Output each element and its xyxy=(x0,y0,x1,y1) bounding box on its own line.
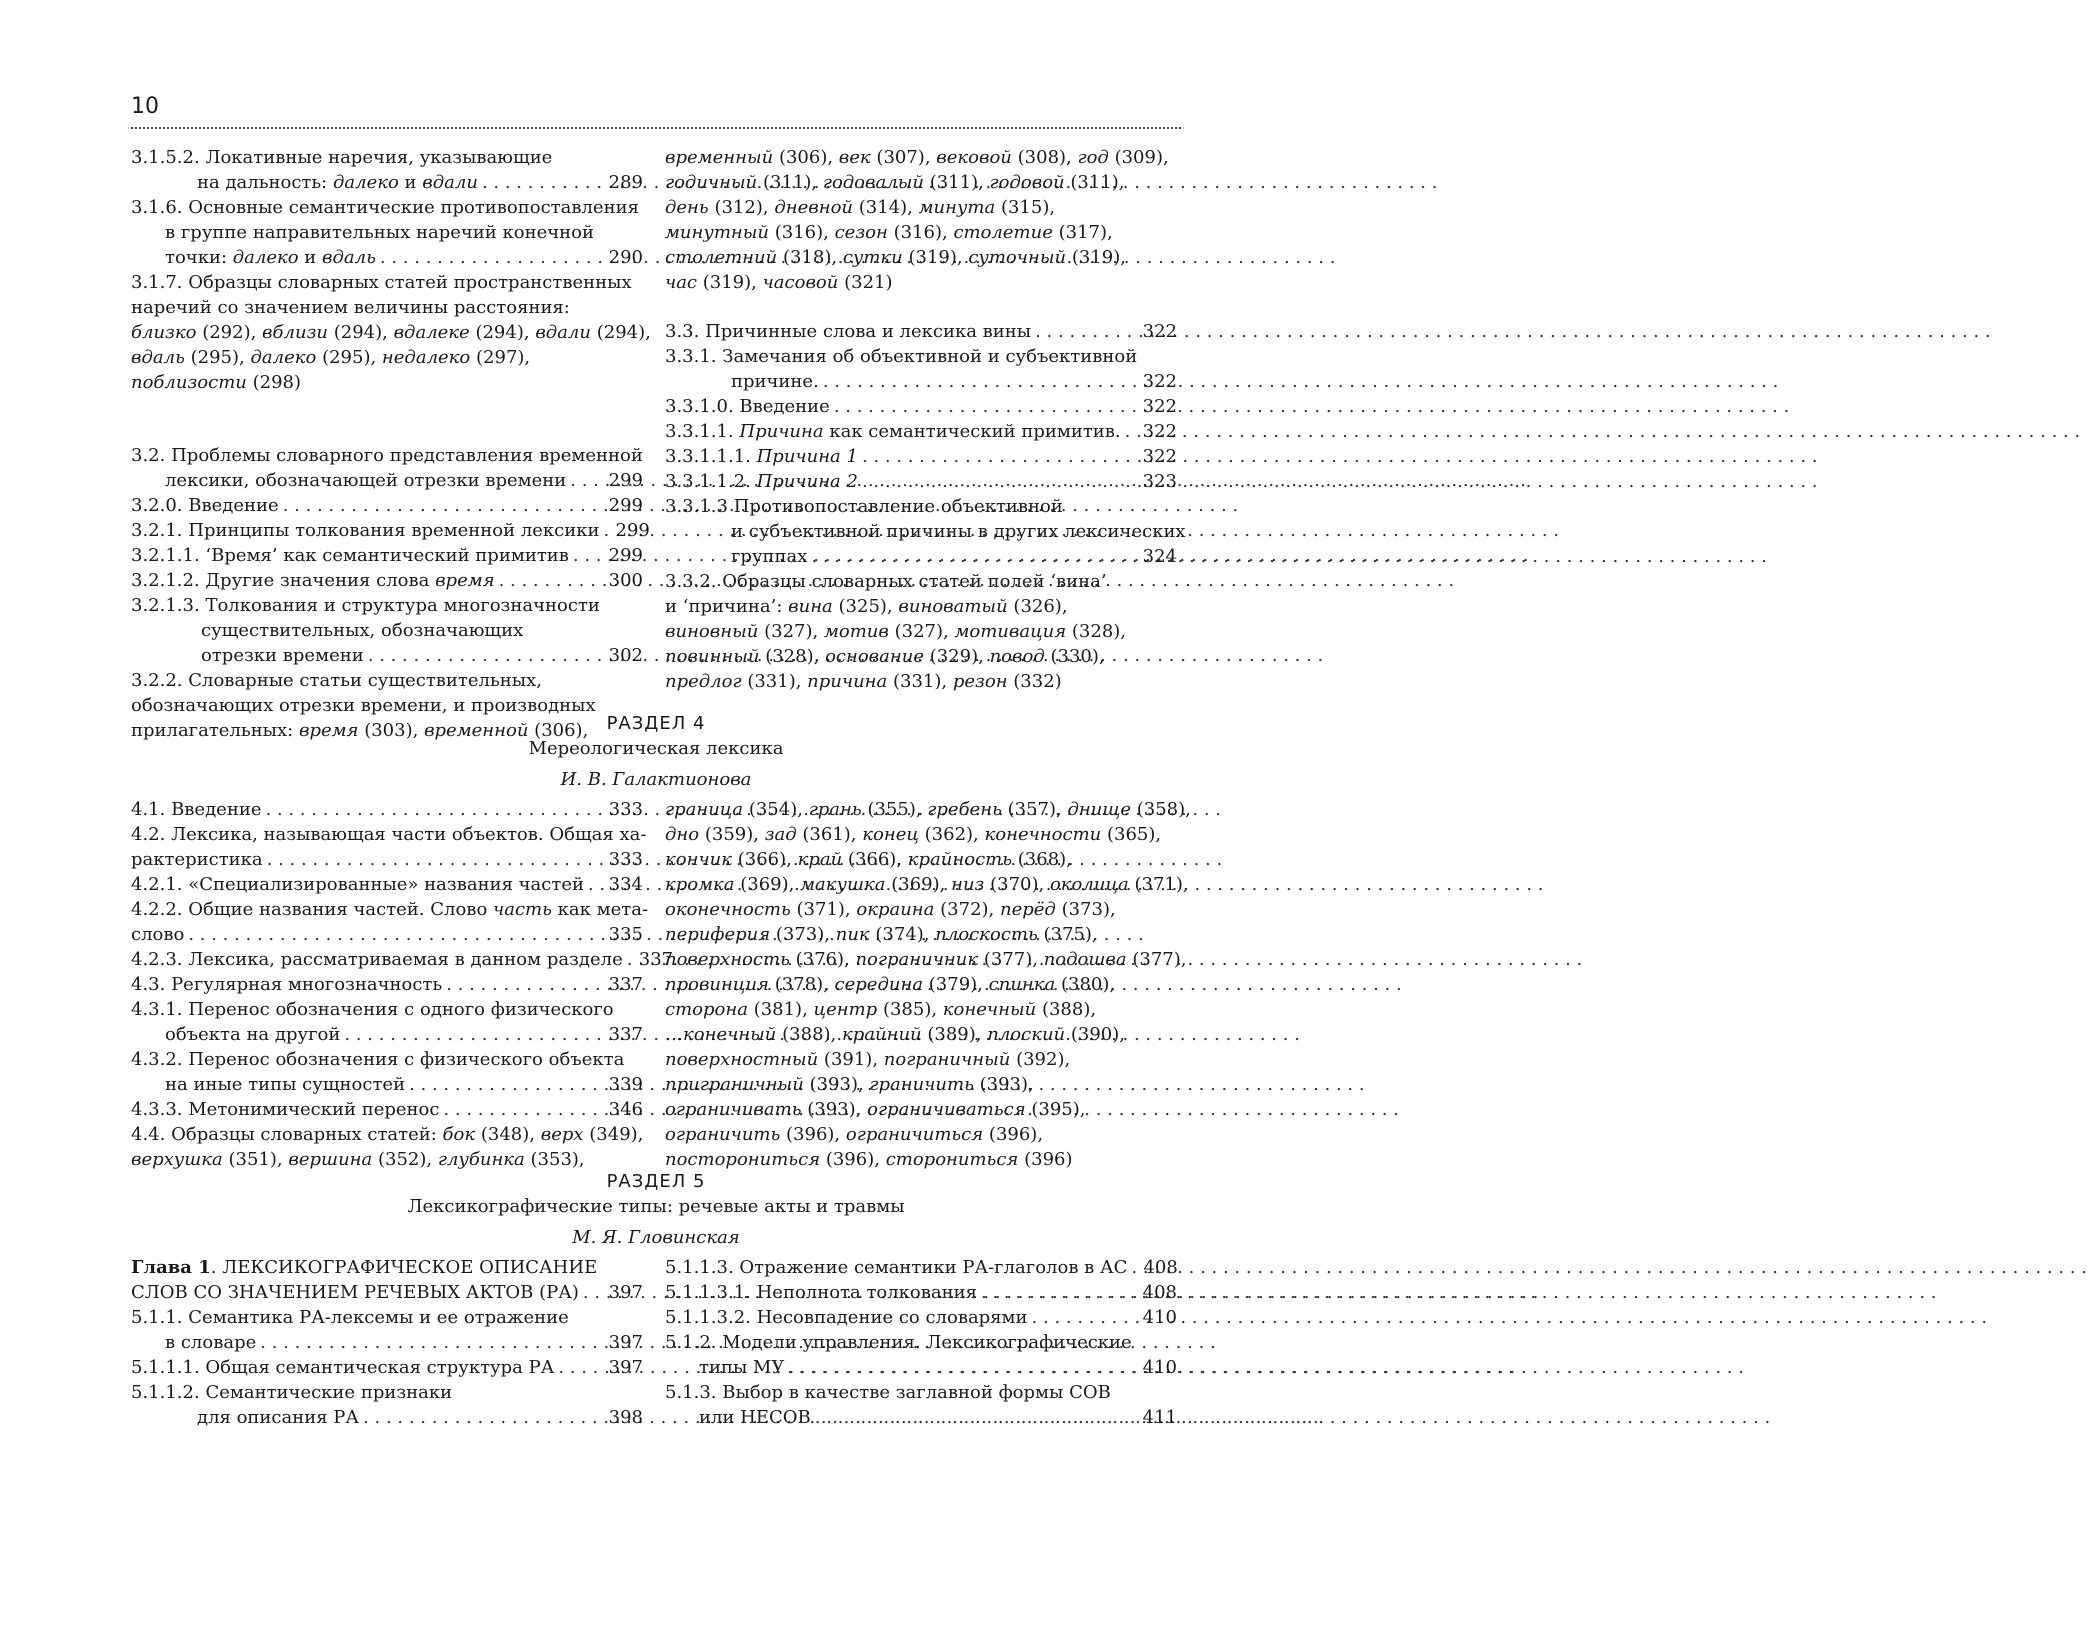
toc-line: дно (359), зад (361), конец (362), конечности (365), xyxy=(665,824,1162,845)
toc-line: 5.1.1. Семантика РА-лексемы и ее отражение xyxy=(131,1307,569,1328)
toc-line xyxy=(131,1405,643,1430)
toc-leader-dots xyxy=(495,568,609,593)
toc-line: 4.2. Лексика, называющая части объектов. Общая ха- xyxy=(131,824,647,845)
toc-line: столетний (318), сутки (319), суточный (319), xyxy=(665,247,1126,268)
toc-entry-title: причине. xyxy=(731,371,819,392)
toc-line: виновный (327), мотив (327), мотивация (328), xyxy=(665,621,1127,642)
toc-page-number: 337 xyxy=(608,974,643,995)
toc-line: обозначающих отрезки времени, и производных xyxy=(131,695,596,716)
toc-page-number: 410 xyxy=(1142,1357,1177,1378)
toc-entry-title: типы МУ xyxy=(699,1357,785,1378)
toc-page-number: 290 xyxy=(608,247,643,268)
toc-page-number: 398 xyxy=(608,1407,643,1428)
section4-right-column xyxy=(665,797,1191,1172)
toc-page-number: 397 xyxy=(608,1357,643,1378)
toc-entry-title: 4.3.3. Метонимический перенос xyxy=(131,1099,440,1120)
toc-line xyxy=(665,444,1177,469)
toc-line xyxy=(665,544,1177,569)
toc-line: час (319), часовой (321) xyxy=(665,272,893,293)
toc-line xyxy=(131,170,643,195)
toc-line: граница (354), грань (355), гребень (357), днище (358), xyxy=(665,799,1191,820)
toc-leader-dots xyxy=(858,469,1143,494)
section4-title: Мереологическая лексика xyxy=(528,738,784,759)
toc-line: и ‘причина’: вина (325), виноватый (326), xyxy=(665,596,1068,617)
toc-page-number: 334 xyxy=(608,874,643,895)
toc-leader-dots xyxy=(478,170,609,195)
toc-line xyxy=(665,1355,1177,1380)
toc-leader-dots xyxy=(184,922,608,947)
toc-line: 4.3.1. Перенос обозначения с одного физического xyxy=(131,999,614,1020)
toc-page-number: 335 xyxy=(608,924,643,945)
toc-line: вдаль (295), далеко (295), недалеко (297), xyxy=(131,347,531,368)
section5-label: РАЗДЕЛ 5 xyxy=(606,1171,706,1192)
toc-page-number: 299 xyxy=(608,545,643,566)
toc-page-number: 397 xyxy=(608,1282,643,1303)
toc-entry-title: 3.2.0. Введение xyxy=(131,495,279,516)
toc-page-number: 322 xyxy=(1142,371,1177,392)
toc-line: 4.4. Образцы словарных статей: бок (348), верх (349), xyxy=(131,1124,644,1145)
toc-line: день (312), дневной (314), минута (315), xyxy=(665,197,1056,218)
toc-line xyxy=(131,518,650,543)
toc-line xyxy=(131,493,643,518)
section4-left-column xyxy=(131,797,674,1172)
toc-line: прилагательных: время (303), временной (306), xyxy=(131,720,589,741)
section5-author: М. Я. Гловинская xyxy=(572,1227,740,1248)
toc-line: 3.3.2. Образцы словарных статей полей ‘вина’ xyxy=(665,571,1107,592)
toc-leader-dots xyxy=(579,1280,609,1305)
toc-line xyxy=(131,245,643,270)
toc-line: и субъективной причины в других лексических xyxy=(731,521,1186,542)
toc-line xyxy=(131,1072,643,1097)
toc-line: предлог (331), причина (331), резон (332) xyxy=(665,671,1062,692)
toc-line xyxy=(131,1022,643,1047)
toc-leader-dots xyxy=(600,518,616,543)
toc-line: годичный (311), годовалый (311), годовой (311), xyxy=(665,172,1125,193)
toc-entry-title: 4.1. Введение xyxy=(131,799,262,820)
toc-page-number: 333 xyxy=(608,799,643,820)
toc-line xyxy=(665,394,1177,419)
toc-line xyxy=(131,922,643,947)
toc-leader-dots xyxy=(1031,319,1143,344)
toc-entry-title: 3.3.1.1.2. Причина 2 xyxy=(665,471,858,492)
toc-leader-dots xyxy=(566,468,608,493)
toc-entry-title: 3.3.1.1. Причина как семантический примитив. xyxy=(665,421,1121,442)
toc-line: поблизости (298) xyxy=(131,372,302,393)
toc-entry-title: объекта на другой xyxy=(165,1024,341,1045)
toc-line: 3.1.6. Основные семантические противопоставления xyxy=(131,197,639,218)
toc-line: приграничный (393), граничить (393), xyxy=(665,1074,1034,1095)
toc-line: минутный (316), сезон (316), столетие (317), xyxy=(665,222,1113,243)
toc-page-number: 324 xyxy=(1142,546,1177,567)
toc-line: 5.1.3. Выбор в качестве заглавной формы СОВ xyxy=(665,1382,1111,1403)
toc-entry-title: 3.3.1.1.1. Причина 1 xyxy=(665,446,858,467)
toc-entry-title: точки: далеко и вдаль xyxy=(165,247,376,268)
toc-line xyxy=(131,543,643,568)
toc-entry-title: 3.3.1.0. Введение xyxy=(665,396,830,417)
toc-line: посторониться (396), сторониться (396) xyxy=(665,1149,1073,1170)
toc-entry-title: 3.2.1.1. ‘Время’ как семантический примитив xyxy=(131,545,569,566)
toc-page-number: 300 xyxy=(608,570,643,591)
toc-line xyxy=(665,1255,1177,1280)
toc-leader-dots xyxy=(569,543,609,568)
toc-page-number: 322 xyxy=(1142,396,1177,417)
toc-page-number: 322 xyxy=(1142,421,1177,442)
part3-right-column xyxy=(665,145,1186,694)
toc-line: повинный (328), основание (329), повод (330), xyxy=(665,646,1105,667)
toc-line: провинция (378), середина (379), спинка (380), xyxy=(665,974,1116,995)
toc-page-number: 299 xyxy=(608,470,643,491)
toc-line xyxy=(665,369,1177,394)
toc-line: близко (292), вблизи (294), вдалеке (294), вдали (294), xyxy=(131,322,651,343)
toc-line: 3.2.1.3. Толкования и структура многозначности xyxy=(131,595,600,616)
toc-line: 3.2.2. Словарные статьи существительных, xyxy=(131,670,542,691)
toc-line xyxy=(665,419,1177,444)
toc-leader-dots xyxy=(340,1022,608,1047)
toc-line xyxy=(665,469,1177,494)
toc-line: верхушка (351), вершина (352), глубинка (353), xyxy=(131,1149,585,1170)
toc-entry-title: на иные типы сущностей xyxy=(165,1074,406,1095)
toc-entry-title: 4.3. Регулярная многозначность xyxy=(131,974,443,995)
toc-entry-title: слово xyxy=(131,924,185,945)
toc-page-number: 289 xyxy=(608,172,643,193)
toc-entry-title: рактеристика xyxy=(131,849,263,870)
toc-line xyxy=(131,1355,643,1380)
toc-page-number: 322 xyxy=(1142,446,1177,467)
toc-line: …конечный (388), крайний (389), плоский (390), xyxy=(665,1024,1125,1045)
toc-line xyxy=(665,1280,1177,1305)
toc-line xyxy=(131,947,674,972)
header-dotted-rule xyxy=(131,127,1181,129)
toc-line xyxy=(131,1280,643,1305)
toc-line xyxy=(665,1305,1177,1330)
toc-page-number: 408 xyxy=(1143,1257,1178,1278)
toc-leader-dots xyxy=(977,1280,1143,1305)
toc-leader-dots xyxy=(279,493,609,518)
toc-line xyxy=(131,643,643,668)
toc-line xyxy=(131,972,643,997)
toc-entry-title: 4.2.1. «Специализированные» названия частей xyxy=(131,874,584,895)
toc-leader-dots xyxy=(376,245,609,270)
toc-leader-dots xyxy=(1127,1255,1143,1280)
toc-leader-dots xyxy=(256,1330,608,1355)
toc-entry-title: 5.1.1.3. Отражение семантики РА-глаголов в АС xyxy=(665,1257,1128,1278)
section4-label: РАЗДЕЛ 4 xyxy=(606,713,706,734)
page-number: 10 xyxy=(131,94,159,119)
toc-line: оконечность (371), окраина (372), перёд (373), xyxy=(665,899,1116,920)
toc-page-number: 339 xyxy=(608,1074,643,1095)
toc-line: 3.3.1. Замечания об объективной и субъективной xyxy=(665,346,1138,367)
toc-entry-title: на дальность: далеко и вдали xyxy=(197,172,478,193)
toc-entry-title: отрезки времени xyxy=(201,645,364,666)
toc-line: 5.1.1.2. Семантические признаки xyxy=(131,1382,453,1403)
toc-page-number: 323 xyxy=(1142,471,1177,492)
toc-line xyxy=(131,468,643,493)
toc-line: поверхностный (391), пограничный (392), xyxy=(665,1049,1071,1070)
toc-line xyxy=(131,872,643,897)
toc-leader-dots xyxy=(858,444,1143,469)
toc-line xyxy=(665,319,1177,344)
toc-leader-dots xyxy=(584,872,609,897)
toc-page-number: 411 xyxy=(1142,1407,1177,1428)
toc-entry-title: 5.1.1.3.1. Неполнота толкования xyxy=(665,1282,977,1303)
toc-line: 4.3.2. Перенос обозначения с физического объекта xyxy=(131,1049,625,1070)
toc-entry-title: 5.1.1.3.2. Несовпадение со словарями xyxy=(665,1307,1028,1328)
toc-page-number: 333 xyxy=(608,849,643,870)
toc-entry-title: 3.3. Причинные слова и лексика вины xyxy=(665,321,1032,342)
toc-leader-dots xyxy=(359,1405,609,1430)
toc-leader-dots xyxy=(442,972,608,997)
toc-line: кромка (369), макушка (369), низ (370), околица (371), xyxy=(665,874,1189,895)
toc-line xyxy=(665,1405,1177,1430)
toc-leader-dots xyxy=(784,1355,1142,1380)
toc-leader-dots xyxy=(830,394,1143,419)
toc-entry-title: СЛОВ СО ЗНАЧЕНИЕМ РЕЧЕВЫХ АКТОВ (РА) xyxy=(131,1282,579,1303)
toc-line: наречий со значением величины расстояния: xyxy=(131,297,570,318)
toc-entry-title: 3.2.1.2. Другие значения слова время xyxy=(131,570,495,591)
section5-heading xyxy=(131,1169,1181,1250)
section5-right-column xyxy=(665,1255,1177,1430)
toc-page-number: 397 xyxy=(608,1332,643,1353)
toc-leader-dots xyxy=(439,1097,608,1122)
toc-entry-title: для описания РА xyxy=(197,1407,360,1428)
toc-line: периферия (373), пик (374), плоскость (375), xyxy=(665,924,1098,945)
toc-line: поверхность (376), пограничник (377), подошва (377), xyxy=(665,949,1187,970)
toc-entry-title: или НЕСОВ xyxy=(699,1407,811,1428)
toc-line xyxy=(131,1330,643,1355)
toc-entry-title: лексики, обозначающей отрезки времени xyxy=(165,470,567,491)
toc-line: 3.1.7. Образцы словарных статей пространственных xyxy=(131,272,632,293)
toc-entry-title: в словаре xyxy=(165,1332,257,1353)
toc-leader-dots xyxy=(554,1355,608,1380)
toc-page-number: 337 xyxy=(608,1024,643,1045)
toc-page-number: 322 xyxy=(1142,321,1177,342)
toc-line xyxy=(131,847,643,872)
section5-title: Лексикографические типы: речевые акты и травмы xyxy=(407,1196,905,1217)
toc-line: сторона (381), центр (385), конечный (388), xyxy=(665,999,1097,1020)
part3-left-column xyxy=(131,145,651,743)
toc-line: ограничить (396), ограничиться (396), xyxy=(665,1124,1044,1145)
toc-line: временный (306), век (307), вековой (308), год (309), xyxy=(665,147,1169,168)
toc-line: 3.3.1.3 Противопоставление объективной xyxy=(665,496,1063,517)
toc-page-number: 299 xyxy=(608,495,643,516)
toc-line: ограничивать (393), ограничиваться (395), xyxy=(665,1099,1086,1120)
toc-line: 4.2.2. Общие названия частей. Слово часть как мета- xyxy=(131,899,649,920)
toc-line xyxy=(131,797,643,822)
toc-leader-dots xyxy=(261,797,608,822)
toc-line: в группе направительных наречий конечной xyxy=(165,222,594,243)
toc-leader-dots xyxy=(364,643,609,668)
toc-leader-dots xyxy=(819,369,1143,394)
toc-leader-dots xyxy=(263,847,609,872)
toc-entry-title: 4.2.3. Лексика, рассматриваемая в данном разделе xyxy=(131,949,623,970)
toc-entry-title: 3.2.1. Принципы толкования временной лексики xyxy=(131,520,600,541)
toc-entry-title: 5.1.1.1. Общая семантическая структура РА xyxy=(131,1357,555,1378)
toc-line xyxy=(131,1097,643,1122)
toc-page-number: 410 xyxy=(1142,1307,1177,1328)
toc-page-number: 346 xyxy=(608,1099,643,1120)
toc-page-number: 302 xyxy=(608,645,643,666)
toc-leader-dots xyxy=(807,544,1142,569)
toc-leader-dots xyxy=(405,1072,609,1097)
toc-entry-title: группах xyxy=(731,546,808,567)
toc-line: 3.2. Проблемы словарного представления временной xyxy=(131,445,643,466)
toc-line: кончик (366), край (366), крайность (368), xyxy=(665,849,1072,870)
toc-line: существительных, обозначающих xyxy=(201,620,524,641)
toc-entry-title: Глава 1. ЛЕКСИКОГРАФИЧЕСКОЕ ОПИСАНИЕ xyxy=(131,1257,598,1278)
toc-leader-dots xyxy=(1028,1305,1143,1330)
toc-page-number: 408 xyxy=(1142,1282,1177,1303)
section5-left-column xyxy=(131,1255,643,1430)
toc-line xyxy=(131,568,643,593)
toc-page-number: 337 xyxy=(638,949,674,970)
toc-line: 5.1.2. Модели управления. Лексикографические xyxy=(665,1332,1132,1353)
section4-author: И. В. Галактионова xyxy=(560,769,752,790)
toc-leader-dots xyxy=(1121,419,1143,444)
toc-leader-dots xyxy=(811,1405,1143,1430)
toc-leader-dots xyxy=(623,947,639,972)
toc-line xyxy=(131,1255,643,1280)
section4-heading xyxy=(131,711,1181,792)
toc-page-number: 299 xyxy=(615,520,650,541)
toc-line: 3.1.5.2. Локативные наречия, указывающие xyxy=(131,147,553,168)
